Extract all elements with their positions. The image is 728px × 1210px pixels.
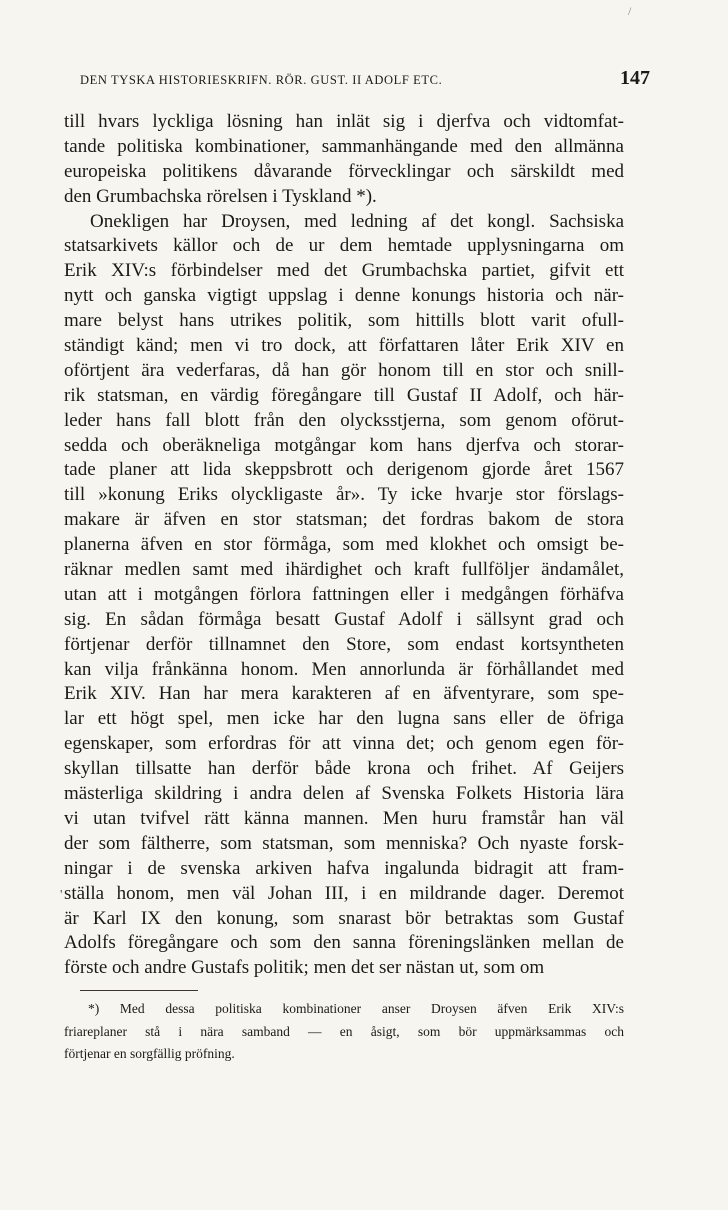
text-line: den Grumbachska rörelsen i Tyskland *). (64, 185, 377, 207)
text-line: oförtjent ära vederfaras, då han gör honom till en stor och snill- (64, 359, 624, 381)
text-line: sedda och oberäkneliga motgångar kom hans djerfva och storar- (64, 434, 624, 456)
text-line: Erik XIV:s förbindelser med det Grumbachska partiet, gifvit ett (64, 260, 624, 282)
text-line: planerna äfven en stor förmåga, som med klokhet och omsigt be- (64, 534, 624, 556)
body-text (64, 110, 624, 981)
text-line: Adolfs föregångare och som den sanna föreningslänken mellan de (64, 932, 624, 954)
text-line: vi utan tvifvel rätt känna mannen. Men huru framstår han väl (64, 807, 624, 829)
text-line: der som fältherre, som statsman, som menniska? Och nyaste forsk- (64, 832, 624, 854)
text-line: mästerliga skildring i andra delen af Svenska Folkets Historia lära (64, 783, 624, 805)
text-line: är Karl IX den konung, som snarast bör betraktas som Gustaf (64, 907, 624, 929)
footnote-line: *) Med dessa politiska kombinationer anser Droysen äfven Erik XIV:s (88, 1001, 624, 1016)
text-line: skyllan tillsatte han derför både krona och frihet. Af Geijers (64, 758, 624, 780)
text-line: förtjenar derför tillnamnet den Store, som endast kortsyntheten (64, 633, 624, 655)
corner-mark: / (628, 4, 632, 18)
text-line: tande politiska kombinationer, sammanhängande med den allmänna (64, 135, 624, 157)
text-line: lar ett högt spel, men icke har den lugna sans eller de öfriga (64, 708, 624, 730)
text-line: statsarkivets källor och de ur dem hemtade upplysningarna om (64, 235, 624, 257)
text-line: Erik XIV. Han har mera karakteren af en äfventyrare, som spe- (64, 683, 624, 705)
text-line: sig. En sådan förmåga besatt Gustaf Adolf i sällsynt grad och (64, 608, 624, 630)
text-line: tade planer att lida skeppsbrott och derigenom gjorde året 1567 (64, 459, 624, 481)
text-line: rik statsman, en värdig föregångare till Gustaf II Adolf, och här- (64, 384, 624, 406)
text-line: ningar i de svenska arkiven hafva ingalunda bidragit att fram- (64, 857, 624, 879)
footnote-divider (80, 990, 198, 991)
text-line: räknar medlen samt med ihärdighet och kraft fullföljer ändamålet, (64, 559, 624, 581)
text-line: förste och andre Gustafs politik; men det ser nästan ut, som om (64, 957, 545, 979)
text-line: till hvars lyckliga lösning han inlät sig i djerfva och vidtomfat- (64, 111, 624, 132)
text-line: kan vilja frånkänna honom. Men annorlunda är förhållandet med (64, 658, 624, 680)
footnote-line: friareplaner stå i nära samband — en åsigt, som bör uppmärksammas och (64, 1023, 624, 1039)
text-line: till »konung Eriks olyckligaste år». Ty icke hvarje stor förslags- (64, 484, 624, 506)
running-head: DEN TYSKA HISTORIESKRIFN. RÖR. GUST. II ADOLF ETC. (80, 73, 443, 87)
page-number: 147 (620, 67, 650, 89)
footnote (64, 998, 624, 1066)
text-line: utan att i motgången förlora fattningen eller i medgången förhäfva (64, 583, 624, 605)
text-line: leder hans fall blott från den olycksstjerna, som genom oförut- (64, 409, 624, 431)
text-line: ställa honom, men väl Johan III, i en mildrande dager. Deremot (64, 882, 624, 904)
text-line: mare belyst hans utrikes politik, som hittills blott varit ofull- (64, 310, 624, 332)
text-line: makare är äfven en stor statsman; det fordras bakom de stora (64, 509, 624, 531)
margin-mark: ' (60, 888, 63, 903)
text-line: europeiska politikens dåvarande förvecklingar och särskildt med (64, 160, 624, 182)
page-header (80, 67, 650, 90)
footnote-line: förtjenar en sorgfällig pröfning. (64, 1046, 235, 1061)
text-line: nytt och ganska vigtigt uppslag i denne konungs historia och när- (64, 285, 624, 307)
text-line: egenskaper, som erfordras för att vinna det; och genom egen för- (64, 733, 624, 755)
text-line: Onekligen har Droysen, med ledning af det kongl. Sachsiska (90, 210, 624, 232)
text-line: ständigt känd; men vi tro dock, att författaren låter Erik XIV en (64, 335, 624, 357)
